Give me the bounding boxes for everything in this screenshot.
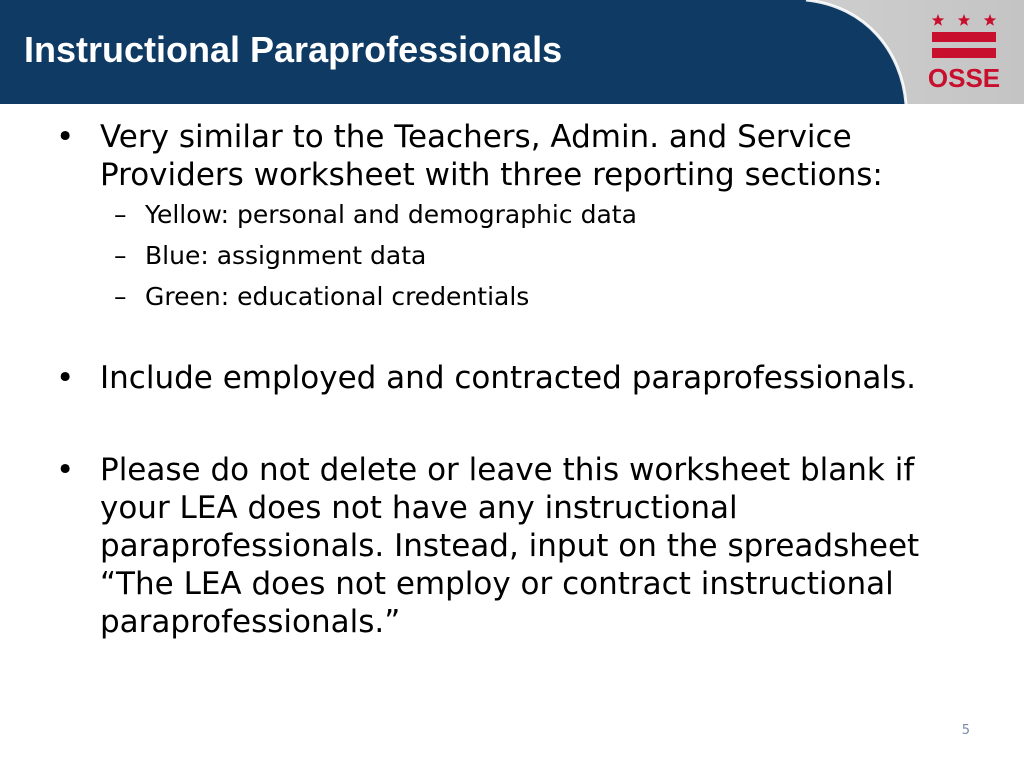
sub-bullet-text: Green: educational credentials: [145, 282, 530, 311]
bullet-item: [56, 451, 956, 641]
title-bar: [0, 0, 1024, 104]
bullet-marker: •: [56, 119, 75, 155]
bullet-text: Please do not delete or leave this worksheet blank if your LEA does not have any instructional paraprofessionals. Instead, input on the spreadsheet “The LEA does not employ or contract instructional paraprofessionals.”: [100, 452, 920, 640]
bullet-marker: •: [56, 452, 75, 488]
sub-bullet-text: Blue: assignment data: [145, 241, 427, 270]
bullet-item: [56, 359, 956, 397]
sub-bullet-item: [56, 194, 956, 235]
osse-logo: [926, 12, 1002, 92]
sub-bullet-item: [56, 276, 956, 317]
sub-bullet-item: [56, 235, 956, 276]
dc-flag-icon: [926, 12, 1002, 64]
logo-text: OSSE: [927, 63, 1001, 93]
bullet-marker: •: [56, 360, 75, 396]
bullet-text: Very similar to the Teachers, Admin. and Service Providers worksheet with three reporting sections:: [100, 119, 883, 193]
spacer: [56, 317, 956, 359]
bullet-item: [56, 118, 956, 194]
sub-bullet-marker: –: [114, 282, 127, 311]
spacer: [56, 397, 956, 451]
page-number: 5: [961, 723, 970, 738]
sub-bullet-text: Yellow: personal and demographic data: [145, 200, 637, 229]
bullet-text: Include employed and contracted paraprofessionals.: [100, 360, 916, 396]
sub-bullet-marker: –: [114, 241, 127, 270]
sub-bullet-marker: –: [114, 200, 127, 229]
slide-title: Instructional Paraprofessionals: [24, 29, 563, 70]
slide-body: [56, 118, 956, 641]
